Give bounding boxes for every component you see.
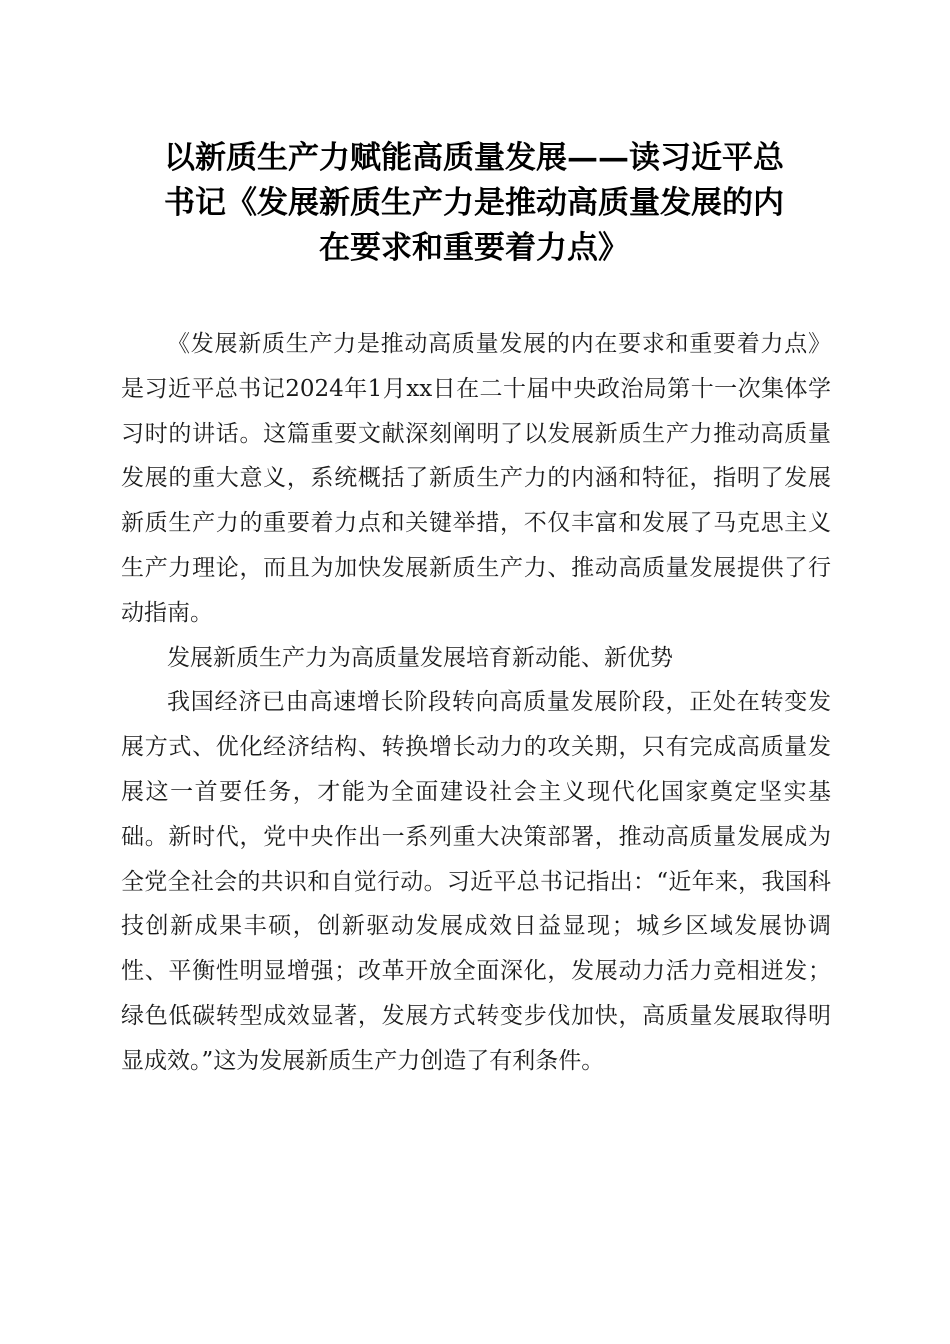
title-line-2: 书记《发展新质生产力是推动高质量发展的内: [164, 185, 784, 221]
title-line-3: 在要求和重要着力点》: [319, 230, 629, 266]
section-heading: 发展新质生产力为高质量发展培育新动能、新优势: [167, 644, 673, 671]
document-title: [112, 136, 836, 271]
document-body: [121, 322, 831, 1084]
title-line-1: 以新质生产力赋能高质量发展——读习近平总: [164, 140, 784, 176]
body-paragraph: 我国经济已由高速增长阶段转向高质量发展阶段，正处在转变发展方式、优化经济结构、转换增长动力的攻关期，只有完成高质量发展这一首要任务，才能为全面建设社会主义现代化国家奠定坚实基础。新时代，党中央作出一系列重大决策部署，推动高质量发展成为全党全社会的共识和自觉行动。习近平总书记指出：“近年来，我国科技创新成果丰硕，创新驱动发展成效日益显现；城乡区域发展协调性、平衡性明显增强；改革开放全面深化，发展动力活力竞相迸发；绿色低碳转型成效显著，发展方式转变步伐加快，高质量发展取得明显成效。”这为发展新质生产力创造了有利条件。: [121, 689, 831, 1074]
intro-paragraph: 《发展新质生产力是推动高质量发展的内在要求和重要着力点》是习近平总书记2024年1月xx日在二十届中央政治局第十一次集体学习时的讲话。这篇重要文献深刻阐明了以发展新质生产力推动高质量发展的重大意义，系统概括了新质生产力的内涵和特征，指明了发展新质生产力的重要着力点和关键举措，不仅丰富和发展了马克思主义生产力理论，而且为加快发展新质生产力、推动高质量发展提供了行动指南。: [121, 331, 831, 626]
